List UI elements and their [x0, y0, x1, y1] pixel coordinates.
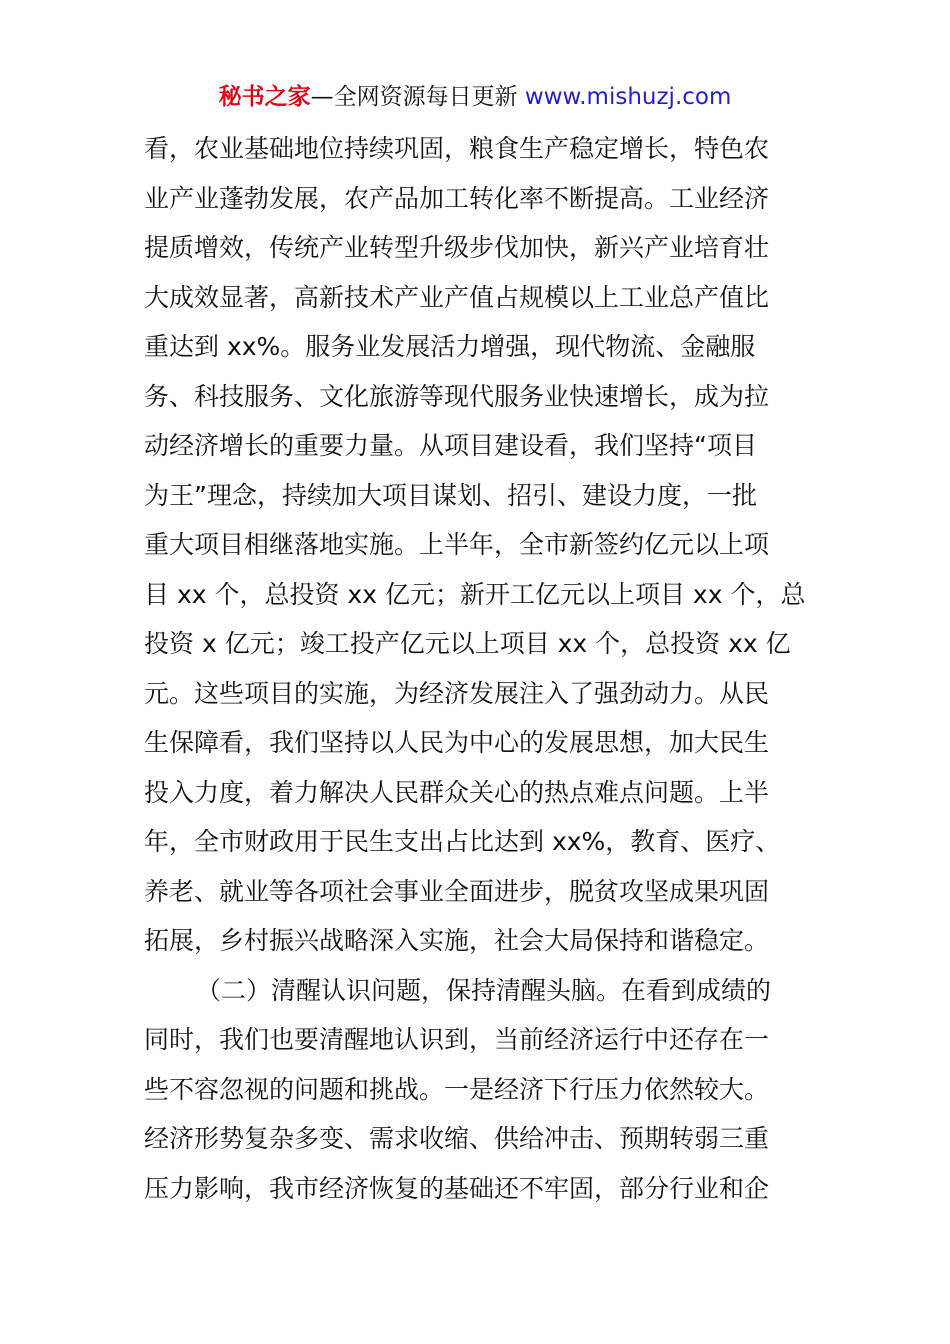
site-url-link[interactable]: www.mishuzj.com [524, 84, 732, 110]
text-line: 为王”理念，持续加大项目谋划、招引、建设力度，一批 [144, 480, 757, 510]
text-line: 动经济增长的重要力量。从项目建设看，我们坚持“项目 [144, 431, 757, 460]
header-tagline: —全网资源每日更新 [310, 84, 525, 110]
text-line: 投资 x 亿元；竣工投产亿元以上项目 xx 个，总投资 xx 亿 [144, 629, 791, 658]
site-header [0, 80, 950, 114]
text-line: 看，农业基础地位持续巩固，粮食生产稳定增长，特色农 [144, 134, 770, 163]
text-line: 重大项目相继落地实施。上半年，全市新签约亿元以上项 [144, 530, 770, 559]
text-line: 些不容忽视的问题和挑战。一是经济下行压力依然较大。 [144, 1074, 770, 1104]
document-body [144, 124, 814, 1213]
text-line: 提质增效，传统产业转型升级步伐加快，新兴产业培育壮 [144, 233, 770, 262]
text-line: 重达到 xx%。服务业发展活力增强，现代物流、金融服 [144, 332, 756, 361]
text-line: 年，全市财政用于民生支出占比达到 xx%，教育、医疗、 [144, 827, 781, 856]
text-line: 业产业蓬勃发展，农产品加工转化率不断提高。工业经济 [144, 183, 770, 213]
text-line: 目 xx 个，总投资 xx 亿元；新开工亿元以上项目 xx 个，总 [144, 579, 806, 609]
text-line: 压力影响，我市经济恢复的基础还不牢固，部分行业和企 [144, 1173, 770, 1203]
section-heading-line: （二）清醒认识问题，保持清醒头脑。在看到成绩的 [196, 975, 772, 1005]
text-line: 经济形势复杂多变、需求收缩、供给冲击、预期转弱三重 [144, 1124, 770, 1153]
text-line: 同时，我们也要清醒地认识到，当前经济运行中还存在一 [144, 1025, 770, 1054]
text-line: 拓展，乡村振兴战略深入实施，社会大局保持和谐稳定。 [144, 926, 770, 955]
text-line: 养老、就业等各项社会事业全面进步，脱贫攻坚成果巩固 [144, 876, 770, 906]
text-line: 元。这些项目的实施，为经济发展注入了强劲动力。从民 [144, 678, 770, 708]
text-line: 务、科技服务、文化旅游等现代服务业快速增长，成为拉 [144, 381, 770, 411]
text-line: 大成效显著，高新技术产业产值占规模以上工业总产值比 [144, 282, 770, 312]
text-line: 生保障看，我们坚持以人民为中心的发展思想，加大民生 [144, 728, 770, 757]
brand-name: 秘书之家 [218, 84, 311, 110]
text-line: 投入力度，着力解决人民群众关心的热点难点问题。上半 [144, 777, 770, 807]
